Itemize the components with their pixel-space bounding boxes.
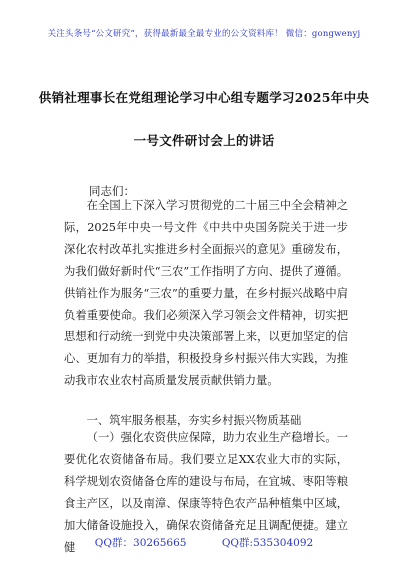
section-heading-1: 一、筑牢服务根基，夯实乡村振兴物质基础	[86, 414, 302, 427]
salutation: 同志们：	[89, 184, 135, 198]
body-paragraph-2: （一）强化农资供应保障，助力农业生产稳增长。一要优化农资储备布局。我们要立足XX农业大市的实际，科学规划农资储备仓库的建设与布局，在宜城、枣阳等粮食主产区，以及南漳、保康等特色农产品种植集中区域，加大储备设施投入，确保农资储备充足且调配便捷。建立健	[64, 431, 348, 554]
footer-contact	[0, 535, 408, 550]
document-title-line-2: 一号文件研讨会上的讲话	[133, 133, 275, 148]
document-title-line-1: 供销社理事长在党组理论学习中心组专题学习2025年中央	[38, 90, 370, 105]
footer-qq-group-2: QQ群:535304092	[221, 537, 314, 549]
header-note: 关注头条号“公文研究”，获得最新最全最专业的公文资料库！ 微信：gongwenyj	[47, 29, 361, 39]
footer-qq-group-1: QQ群：30265665	[94, 537, 187, 549]
body-paragraph-1: 在全国上下深入学习贯彻党的二十届三中全会精神之际，2025年中央一号文件《中共中央国务院关于进一步深化农村改革扎实推进乡村全面振兴的意见》重磅发布，为我们做好新时代“三农”工作指明了方向、提供了遵循。供销社作为服务“三农”的重要力量，在乡村振兴战略中肩负着重要使命。我们必须深入学习领会文件精神，切实把思想和行动统一到党中央决策部署上来，以更加坚定的信心、更加有力的举措，积极投身乡村振兴伟大实践，为推动我市农业农村高质量发展贡献供销力量。	[64, 199, 348, 388]
